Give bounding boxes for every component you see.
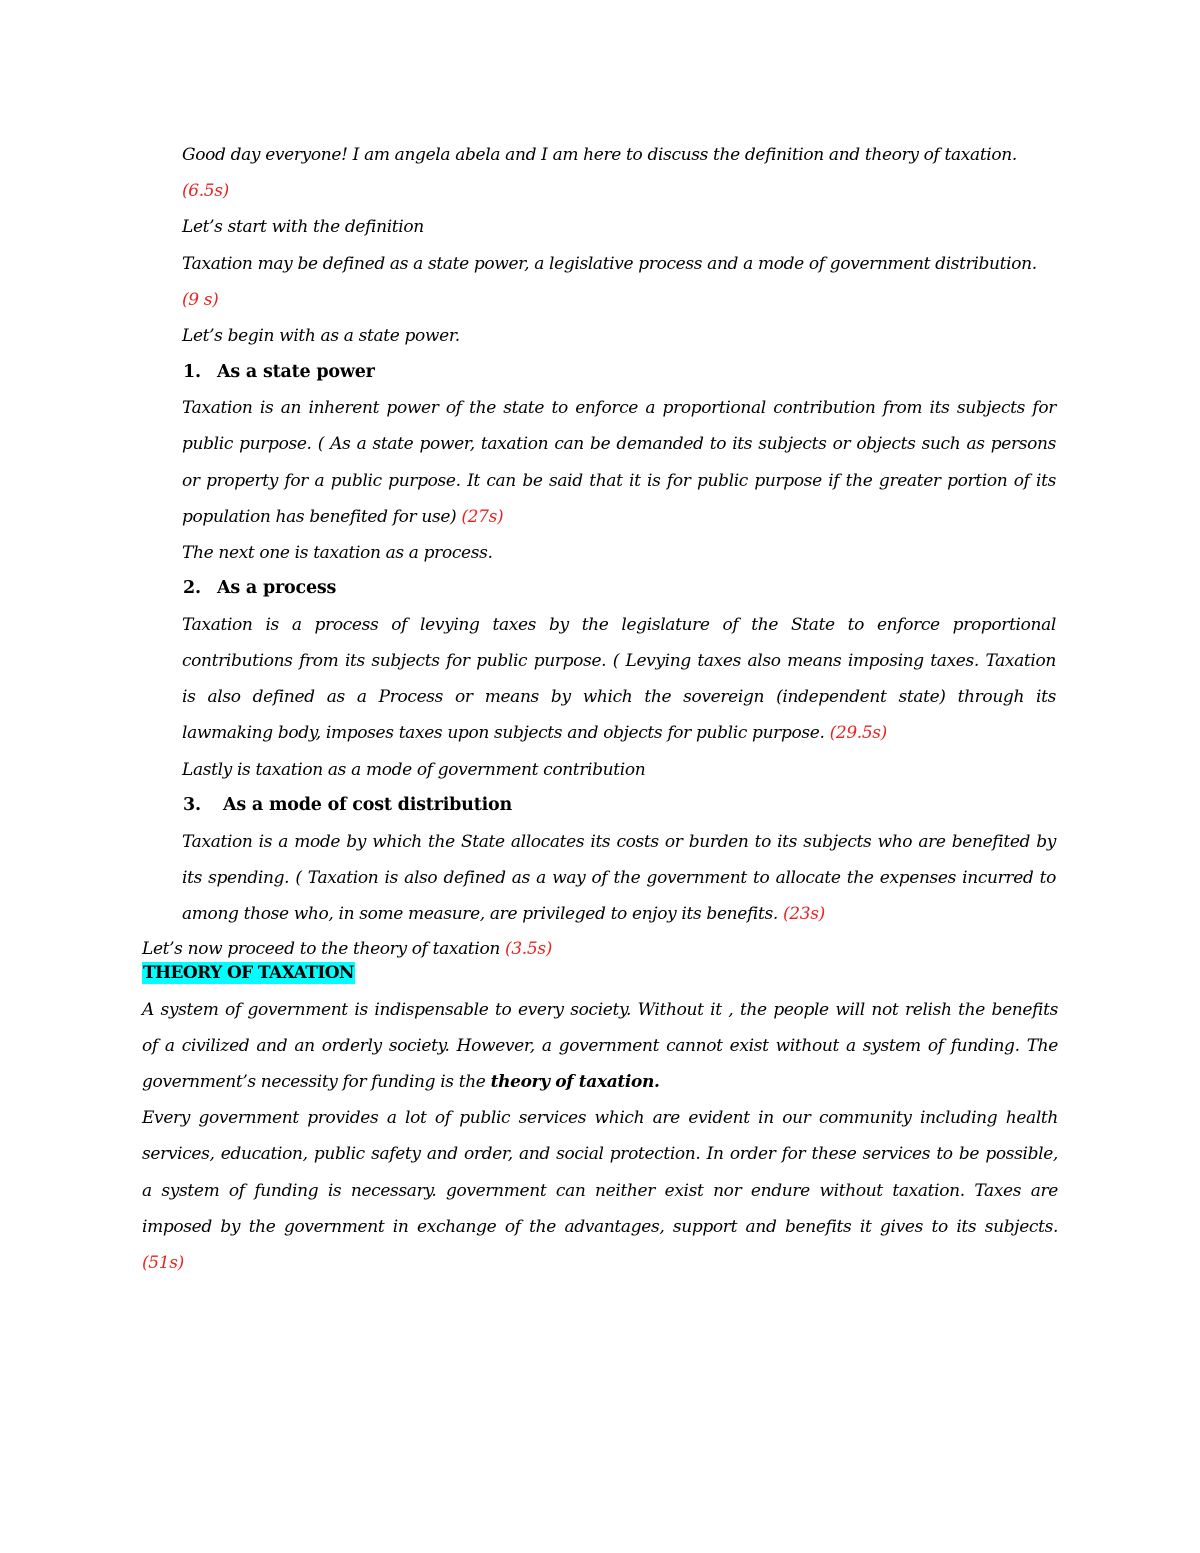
definition-time: (9 s) (182, 290, 219, 310)
section-2-time: (29.5s) (829, 723, 887, 743)
section-1-heading (183, 361, 375, 383)
section-2-next-line: Lastly is taxation as a mode of government contribution (182, 760, 646, 780)
section-3-number: 3. (183, 795, 201, 815)
theory-of-taxation-emphasis: theory of taxation. (490, 1072, 660, 1092)
section-1-line: population has benefited for use) (182, 507, 457, 527)
section-2-line: lawmaking body, imposes taxes upon subjects and objects for public purpose. (182, 723, 825, 743)
theory-p1-line: government’s necessity for funding is the (142, 1072, 486, 1092)
section-2-line: contributions from its subjects for public purpose. ( Levying taxes also means imposing taxes. Taxation (182, 651, 1056, 671)
theory-p1-last-line (142, 1071, 660, 1093)
section-3-heading (183, 794, 512, 816)
theory-p2-line: Every government provides a lot of public services which are evident in our community including health (142, 1108, 1058, 1128)
section-1-line: or property for a public purpose. It can be said that it is for public purpose if the greater portion of its (182, 471, 1056, 491)
begin-state-power-line: Let’s begin with as a state power. (182, 326, 460, 346)
section-2-last-line (182, 722, 887, 744)
section-3-line: its spending. ( Taxation is also defined as a way of the government to allocate the expenses incurred to (182, 868, 1056, 888)
transition-text: Let’s now proceed to the theory of taxation (142, 939, 500, 959)
theory-heading: THEORY OF TAXATION (143, 963, 354, 983)
section-2-number: 2. (183, 578, 201, 598)
section-3-line: Taxation is a mode by which the State allocates its costs or burden to its subjects who are benefited by (182, 832, 1056, 852)
greeting-time: (6.5s) (182, 181, 229, 201)
greeting-line: Good day everyone! I am angela abela and I am here to discuss the definition and theory of taxation. (182, 145, 1017, 165)
section-2-heading (183, 577, 336, 599)
section-1-line: public purpose. ( As a state power, taxation can be demanded to its subjects or objects such as persons (182, 434, 1056, 454)
transition-time: (3.5s) (505, 939, 552, 959)
section-1-last-line (182, 506, 503, 528)
section-2-line: is also defined as a Process or means by which the sovereign (independent state) through its (182, 687, 1056, 707)
section-3-line: among those who, in some measure, are privileged to enjoy its benefits. (182, 904, 778, 924)
section-2-title: As a process (217, 578, 337, 598)
section-1-number: 1. (183, 362, 201, 382)
section-1-line: Taxation is an inherent power of the state to enforce a proportional contribution from its subjects for (182, 398, 1056, 418)
section-2-line: Taxation is a process of levying taxes by the legislature of the State to enforce proportional (182, 615, 1056, 635)
theory-p2-line: a system of funding is necessary. government can neither exist nor endure without taxation. Taxes are (142, 1181, 1058, 1201)
section-3-time: (23s) (782, 904, 825, 924)
transition-line (142, 938, 552, 960)
theory-p1-line: A system of government is indispensable to every society. Without it , the people will not relish the benefits (142, 1000, 1058, 1020)
section-1-time: (27s) (461, 507, 504, 527)
start-definition-line: Let’s start with the definition (182, 217, 424, 237)
section-1-title: As a state power (217, 362, 375, 382)
section-1-next-line: The next one is taxation as a process. (182, 543, 493, 563)
section-3-last-line (182, 903, 825, 925)
section-3-title: As a mode of cost distribution (223, 795, 513, 815)
definition-line: Taxation may be defined as a state power, a legislative process and a mode of government distribution. (182, 254, 1037, 274)
theory-time: (51s) (142, 1253, 184, 1273)
theory-p2-line: imposed by the government in exchange of the advantages, support and benefits it gives to its subjects. (142, 1217, 1058, 1237)
theory-p2-line: services, education, public safety and order, and social protection. In order for these services to be possible, (142, 1144, 1058, 1164)
theory-p1-line: of a civilized and an orderly society. However, a government cannot exist without a system of funding. The (142, 1036, 1058, 1056)
